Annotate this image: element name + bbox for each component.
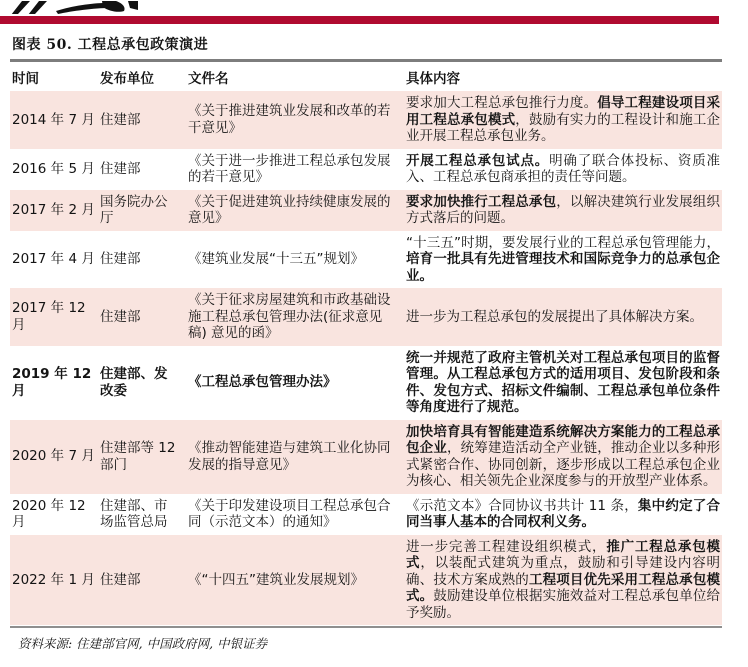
table-row — [10, 91, 722, 149]
cell-doc: 《建筑业发展“十三五”规划》 — [188, 251, 364, 267]
column-header-unit: 发布单位 — [100, 71, 154, 87]
table-row — [10, 149, 722, 190]
table-row — [10, 346, 722, 420]
policy-table-body — [10, 91, 722, 625]
brand-red-bar — [0, 16, 719, 24]
cell-doc: 《“十四五”建筑业发展规划》 — [182, 535, 400, 626]
cell-unit: 国务院办公厅 — [98, 190, 182, 231]
figure-title: 图表 50. 工程总承包政策演进 — [12, 37, 209, 53]
table-row — [10, 288, 722, 346]
cell-content: 《示范文本》合同协议书共计 11 条，集中约定了合同当事人基本的合同权利义务。 — [406, 497, 720, 530]
cell-content: 进一步完善工程建设组织模式，推广工程总承包模式，以装配式建筑为重点，鼓励和引导建设内容明确、技术方案成熟的工程项目优先采用工程总承包模式。鼓励建设单位根据实施效益对工程总承包单位给予奖励。 — [400, 535, 722, 626]
cell-doc: 《关于推进建筑业发展和改革的若干意见》 — [182, 91, 400, 149]
cell-content: 统一并规范了政府主管机关对工程总承包项目的监督管理。从工程总承包方式的适用项目、发包阶段和条件、发包方式、招标文件编制、工程总承包单位条件等角度进行了规范。 — [406, 349, 721, 415]
cell-unit: 住建部 — [100, 160, 141, 177]
cell-time: 2020 年 7 月 — [10, 420, 98, 494]
cell-doc: 《关于征求房屋建筑和市政基础设施工程总承包管理办法(征求意见稿) 意见的函》 — [182, 288, 400, 346]
cell-doc: 《推动智能建造与建筑工业化协同发展的指导意见》 — [182, 420, 400, 494]
cell-doc: 《关于进一步推进工程总承包发展的若干意见》 — [188, 152, 391, 185]
cell-time: 2016 年 5 月 — [12, 160, 95, 177]
table-row — [10, 494, 722, 535]
cell-time: 2019 年 12 月 — [12, 366, 92, 399]
calligraphy-logo-icon — [6, 0, 138, 14]
cell-content: 进一步为工程总承包的发展提出了具体解决方案。 — [400, 288, 722, 346]
cell-unit: 住建部、市场监管总局 — [100, 497, 168, 530]
column-header-time: 时间 — [12, 71, 39, 87]
figure-block — [10, 31, 722, 652]
table-row — [10, 420, 722, 494]
table-row — [10, 190, 722, 231]
cell-unit: 住建部 — [98, 535, 182, 626]
cell-unit: 住建部、发改委 — [100, 366, 168, 399]
cell-time: 2017 年 4 月 — [12, 251, 95, 267]
cell-unit: 住建部 — [98, 91, 182, 149]
column-header-content: 具体内容 — [406, 71, 460, 87]
policy-table — [10, 62, 722, 625]
cell-doc: 《工程总承包管理办法》 — [188, 374, 337, 391]
column-header-doc: 文件名 — [188, 71, 229, 87]
cell-time: 2017 年 2 月 — [10, 190, 98, 231]
cell-content: “十三五”时期，要发展行业的工程总承包管理能力，培育一批具有先进管理技术和国际竞争力的总承包企业。 — [406, 234, 720, 284]
table-header-row — [10, 62, 722, 91]
cell-content: 要求加快推行工程总承包，以解决建筑行业发展组织方式落后的问题。 — [400, 190, 722, 231]
table-row — [10, 231, 722, 289]
cell-unit: 住建部 — [100, 251, 141, 267]
cell-unit: 住建部等 12 部门 — [98, 420, 182, 494]
cell-time: 2017 年 12 月 — [10, 288, 98, 346]
source-note: 资料来源: 住建部官网, 中国政府网, 中银证券 — [18, 636, 268, 651]
cell-unit: 住建部 — [98, 288, 182, 346]
cell-content: 要求加大工程总承包推行力度。倡导工程建设项目采用工程总承包模式，鼓励有实力的工程设计和施工企业开展工程总承包业务。 — [400, 91, 722, 149]
cell-doc: 《关于印发建设项目工程总承包合同（示范文本）的通知》 — [188, 497, 391, 530]
table-row — [10, 535, 722, 626]
cell-content: 开展工程总承包试点。明确了联合体投标、资质准入、工程总承包商承担的责任等问题。 — [406, 152, 721, 185]
cell-time: 2020 年 12 月 — [12, 497, 86, 530]
cell-time: 2014 年 7 月 — [10, 91, 98, 149]
cell-content: 加快培育具有智能建造系统解决方案能力的工程总承包企业，统筹建造活动全产业链，推动企业以多种形式紧密合作、协同创新，逐步形成以工程总承包企业为核心、相关领先企业深度参与的开放型产业体系。 — [400, 420, 722, 494]
cell-time: 2022 年 1 月 — [10, 535, 98, 626]
cell-doc: 《关于促进建筑业持续健康发展的意见》 — [182, 190, 400, 231]
